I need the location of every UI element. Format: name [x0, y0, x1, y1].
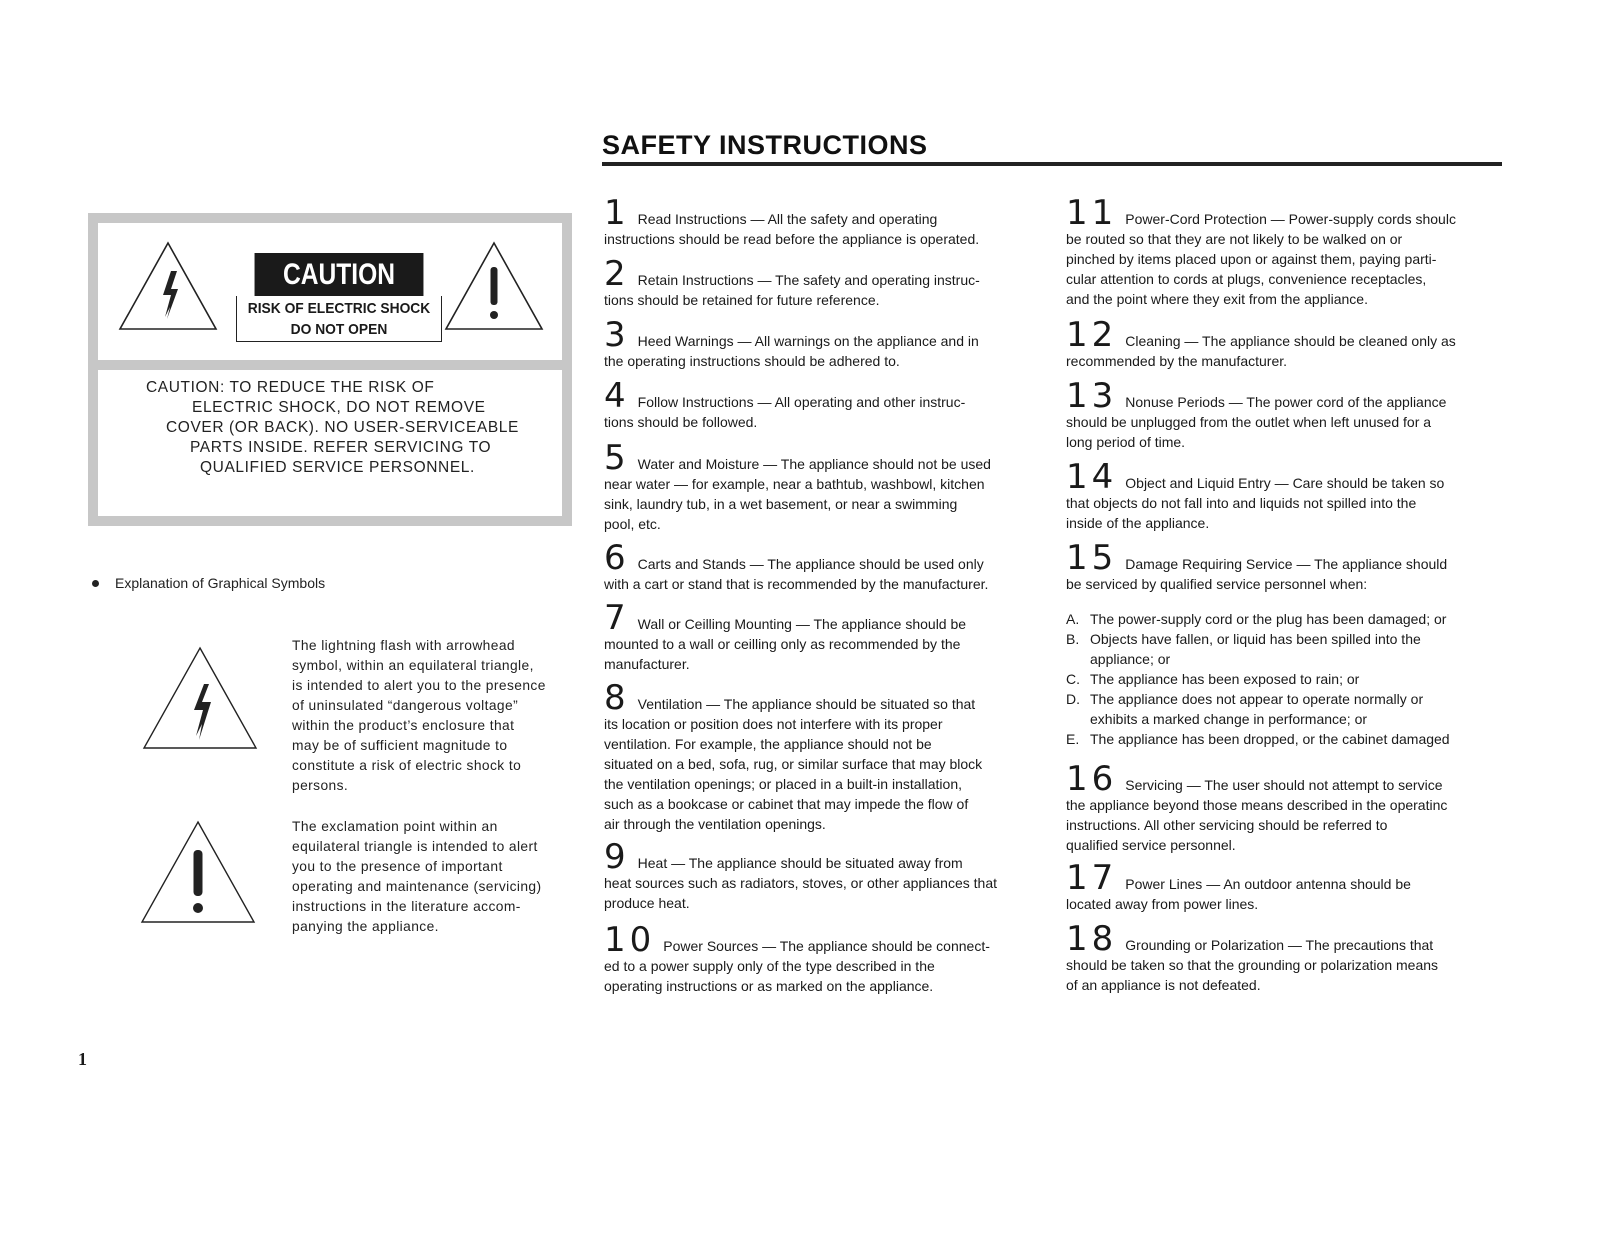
instruction-first-line — [604, 438, 991, 478]
instruction-text-line: the appliance beyond those means described in the operatinc — [1066, 797, 1448, 813]
instruction-text-line: of an appliance is not defeated. — [1066, 977, 1261, 993]
instruction-first-line — [604, 254, 980, 294]
instruction-text-line: Nonuse Periods — The power cord of the appliance — [1125, 394, 1447, 410]
instruction-text-line: Grounding or Polarization — The precautions that — [1125, 937, 1434, 953]
service-condition-letter: C. — [1066, 671, 1080, 687]
explanation-line: operating and maintenance (servicing) — [292, 879, 542, 894]
instruction-text-line: be routed so that they are not likely to be walked on or — [1066, 231, 1403, 247]
instruction-text-line: Servicing — The user should not attempt to service — [1125, 777, 1443, 793]
caution-text-line: COVER (OR BACK). NO USER-SERVICEABLE — [166, 419, 519, 436]
page-title: SAFETY INSTRUCTIONS — [602, 130, 928, 160]
instruction-item — [1066, 315, 1456, 371]
instruction-first-line — [1066, 919, 1438, 959]
instruction-text-line: pool, etc. — [604, 516, 661, 532]
caution-text-line: QUALIFIED SERVICE PERSONNEL. — [200, 459, 475, 476]
instruction-number: 15 — [1066, 538, 1118, 578]
instruction-text-line: Read Instructions — All the safety and operating — [637, 211, 938, 227]
exclamation-symbol-icon — [138, 818, 258, 926]
instruction-item — [1066, 193, 1456, 309]
instruction-number: 6 — [604, 538, 630, 578]
instruction-text-line: tions should be retained for future reference. — [604, 292, 880, 308]
caution-subtitle — [236, 296, 442, 342]
service-condition-text: The appliance has been dropped, or the cabinet damaged — [1090, 731, 1450, 747]
instruction-text-line: ventilation. For example, the appliance should not be — [604, 736, 932, 752]
service-condition-first-line — [1066, 629, 1421, 649]
instruction-item — [604, 254, 980, 310]
instruction-first-line — [604, 678, 982, 718]
instruction-text-line: Water and Moisture — The appliance should not be used — [637, 456, 991, 472]
symbols-heading — [92, 575, 325, 591]
instruction-first-line — [1066, 457, 1445, 497]
instruction-text-line: should be unplugged from the outlet when left unused for a — [1066, 414, 1432, 430]
instruction-text-line: qualified service personnel. — [1066, 837, 1236, 853]
service-condition-letter: A. — [1066, 611, 1080, 627]
instruction-text-line: produce heat. — [604, 895, 690, 911]
caution-warning-text — [98, 378, 562, 478]
instruction-text-line: Power-Cord Protection — Power-supply cords shoulc — [1125, 211, 1456, 227]
instruction-text-line: inside of the appliance. — [1066, 515, 1210, 531]
instruction-text-line: that objects do not fall into and liquids not spilled into the — [1066, 495, 1417, 511]
instruction-text-line: instructions should be read before the appliance is operated. — [604, 231, 980, 247]
instruction-item — [604, 598, 967, 674]
instruction-text-line: be serviced by qualified service personnel when: — [1066, 576, 1368, 592]
service-condition-text: The appliance has been exposed to rain; or — [1090, 671, 1360, 687]
service-condition-text: The appliance does not appear to operate normally or — [1090, 691, 1424, 707]
instruction-text-line: tions should be followed. — [604, 414, 758, 430]
instruction-text-line: Wall or Ceilling Mounting — The appliance should be — [637, 616, 967, 632]
instruction-item — [604, 193, 980, 249]
caution-subtitle-line1: RISK OF ELECTRIC SHOCK — [247, 300, 431, 317]
service-condition-item — [1066, 669, 1359, 689]
service-condition-letter: B. — [1066, 631, 1080, 647]
service-condition-text: The power-supply cord or the plug has been damaged; or — [1090, 611, 1447, 627]
instruction-item — [1066, 538, 1448, 594]
instruction-first-line — [604, 315, 979, 355]
instruction-item — [604, 678, 983, 834]
explanation-line: persons. — [292, 778, 349, 793]
instruction-number: 9 — [604, 837, 630, 877]
instruction-text-line: located away from power lines. — [1066, 896, 1259, 912]
explanation-line: may be of sufficient magnitude to — [292, 738, 508, 753]
service-condition-first-line — [1066, 729, 1450, 749]
title-rule — [602, 162, 1502, 166]
instruction-number: 2 — [604, 254, 630, 294]
exclamation-symbol-explanation — [292, 817, 541, 937]
instruction-item — [1066, 759, 1448, 855]
service-condition-text: Objects have fallen, or liquid has been spilled into the — [1090, 631, 1421, 647]
caution-banner: CAUTION — [255, 253, 424, 296]
instruction-number: 12 — [1066, 315, 1118, 355]
instruction-first-line — [1066, 858, 1411, 898]
caution-text-line: CAUTION: TO REDUCE THE RISK OF — [146, 379, 435, 396]
instruction-text-line: cular attention to cords at plugs, convenience receptacles, — [1066, 271, 1427, 287]
instruction-first-line — [1066, 376, 1447, 416]
lightning-symbol-icon — [140, 644, 260, 752]
instruction-text-line: heat sources such as radiators, stoves, or other appliances that — [604, 875, 997, 891]
instruction-item — [604, 920, 990, 996]
caution-label-box — [88, 213, 572, 526]
instruction-text-line: Ventilation — The appliance should be situated so that — [637, 696, 976, 712]
instruction-item — [604, 315, 979, 371]
instruction-text-line: such as a bookcase or cabinet that may impede the flow of — [604, 796, 969, 812]
instruction-number: 10 — [604, 920, 656, 960]
instruction-first-line — [604, 598, 967, 638]
service-condition-letter: D. — [1066, 691, 1080, 707]
caution-text-line: PARTS INSIDE. REFER SERVICING TO — [190, 439, 492, 456]
instruction-text-line: and the point where they exit from the appliance. — [1066, 291, 1368, 307]
instruction-number: 14 — [1066, 457, 1118, 497]
explanation-line: of uninsulated “dangerous voltage” — [292, 698, 519, 713]
instruction-number: 13 — [1066, 376, 1118, 416]
caution-label-header — [98, 223, 562, 370]
instruction-text-line: situated on a bed, sofa, rug, or similar surface that may block — [604, 756, 983, 772]
instruction-text-line: air through the ventilation openings. — [604, 816, 826, 832]
service-condition-item — [1066, 729, 1450, 749]
instruction-text-line: Carts and Stands — The appliance should be used only — [637, 556, 984, 572]
service-condition-first-line — [1066, 689, 1423, 709]
instruction-number: 1 — [604, 193, 630, 233]
caution-text-line: ELECTRIC SHOCK, DO NOT REMOVE — [192, 399, 486, 416]
instruction-text-line: Retain Instructions — The safety and operating instruc- — [637, 272, 980, 288]
exclamation-warning-icon — [442, 237, 546, 333]
instruction-number: 8 — [604, 678, 630, 718]
bullet-icon — [92, 580, 99, 587]
instruction-text-line: Heat — The appliance should be situated away from — [637, 855, 963, 871]
instruction-text-line: Damage Requiring Service — The appliance should — [1125, 556, 1448, 572]
instruction-first-line — [1066, 538, 1448, 578]
instruction-first-line — [604, 837, 997, 877]
explanation-line: symbol, within an equilateral triangle, — [292, 658, 534, 673]
instruction-number: 3 — [604, 315, 630, 355]
instruction-item — [604, 837, 997, 913]
service-condition-first-line — [1066, 669, 1359, 689]
instruction-text-line: ed to a power supply only of the type described in the — [604, 958, 935, 974]
explanation-line: instructions in the literature accom- — [292, 899, 521, 914]
instruction-text-line: the operating instructions should be adhered to. — [604, 353, 900, 369]
service-condition-item — [1066, 629, 1421, 669]
instruction-text-line: sink, laundry tub, in a wet basement, or near a swimming — [604, 496, 958, 512]
instruction-text-line: Object and Liquid Entry — Care should be taken so — [1125, 475, 1445, 491]
caution-subtitle-line2: DO NOT OPEN — [290, 321, 388, 338]
lightning-warning-icon — [116, 237, 220, 333]
instruction-item — [604, 538, 989, 594]
instruction-text-line: should be taken so that the grounding or polarization means — [1066, 957, 1439, 973]
explanation-line: is intended to alert you to the presence — [292, 678, 546, 693]
service-condition-first-line — [1066, 609, 1446, 629]
instruction-first-line — [1066, 315, 1456, 355]
instruction-number: 17 — [1066, 858, 1118, 898]
instruction-number: 5 — [604, 438, 630, 478]
instruction-text-line: manufacturer. — [604, 656, 690, 672]
instruction-text-line: with a cart or stand that is recommended by the manufacturer. — [604, 576, 989, 592]
instruction-number: 7 — [604, 598, 630, 638]
instruction-first-line — [604, 193, 979, 233]
instruction-text-line: near water — for example, near a bathtub, washbowl, kitchen — [604, 476, 985, 492]
service-condition-item — [1066, 609, 1446, 629]
instruction-item — [1066, 376, 1447, 452]
instruction-text-line: Heed Warnings — All warnings on the appliance and in — [637, 333, 979, 349]
instruction-first-line — [1066, 193, 1456, 233]
service-condition-letter: E. — [1066, 731, 1080, 747]
explanation-line: equilateral triangle is intended to alert — [292, 839, 538, 854]
instruction-item — [604, 376, 966, 432]
instruction-item — [1066, 858, 1411, 914]
instruction-text-line: Follow Instructions — All operating and other instruc- — [637, 394, 966, 410]
instruction-text-line: recommended by the manufacturer. — [1066, 353, 1288, 369]
instruction-number: 18 — [1066, 919, 1118, 959]
instruction-first-line — [604, 538, 988, 578]
symbols-heading-text: Explanation of Graphical Symbols — [115, 575, 326, 591]
instruction-text-line: the ventilation openings; or placed in a built-in installation, — [604, 776, 963, 792]
explanation-line: you to the presence of important — [292, 859, 503, 874]
explanation-line: The lightning flash with arrowhead — [292, 638, 515, 653]
service-condition-text: exhibits a marked change in performance; or — [1090, 711, 1368, 727]
explanation-line: panying the appliance. — [292, 919, 439, 934]
service-condition-item — [1066, 689, 1423, 729]
instruction-text-line: its location or position does not interfere with its proper — [604, 716, 943, 732]
explanation-line: The exclamation point within an — [292, 819, 498, 834]
instruction-number: 4 — [604, 376, 630, 416]
instruction-first-line — [604, 376, 966, 416]
instruction-text-line: operating instructions or as marked on the appliance. — [604, 978, 934, 994]
lightning-symbol-explanation — [292, 636, 546, 796]
explanation-line: constitute a risk of electric shock to — [292, 758, 522, 773]
instruction-number: 11 — [1066, 193, 1118, 233]
instruction-text-line: mounted to a wall or ceilling only as recommended by the — [604, 636, 961, 652]
instruction-first-line — [1066, 759, 1447, 799]
instruction-text-line: instructions. All other servicing should be referred to — [1066, 817, 1388, 833]
instruction-text-line: Power Lines — An outdoor antenna should be — [1125, 876, 1411, 892]
instruction-item — [604, 438, 991, 534]
instruction-item — [1066, 919, 1439, 995]
explanation-line: within the product’s enclosure that — [292, 718, 515, 733]
instruction-item — [1066, 457, 1445, 533]
instruction-text-line: Cleaning — The appliance should be cleaned only as — [1125, 333, 1456, 349]
instruction-text-line: Power Sources — The appliance should be connect- — [663, 938, 990, 954]
instruction-text-line: long period of time. — [1066, 434, 1186, 450]
instruction-number: 16 — [1066, 759, 1118, 799]
instruction-first-line — [604, 920, 990, 960]
service-condition-text: appliance; or — [1090, 651, 1171, 667]
instruction-text-line: pinched by items placed upon or against them, paying parti- — [1066, 251, 1437, 267]
page-number: 1 — [78, 1049, 87, 1069]
